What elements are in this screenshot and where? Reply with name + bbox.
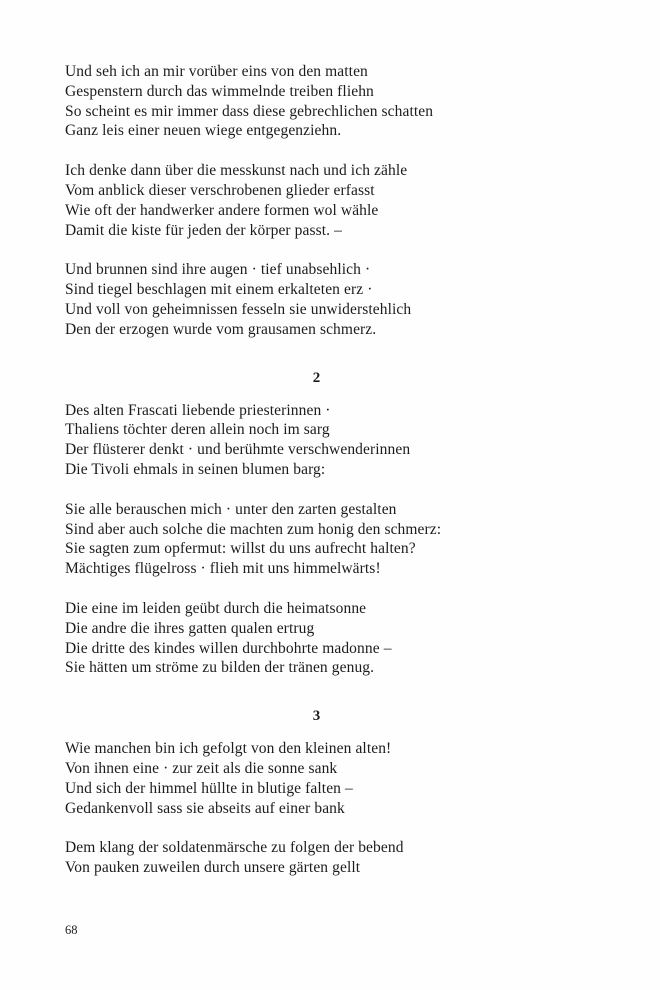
poem-line: Die eine im leiden geübt durch die heimatsonne — [65, 599, 367, 617]
poem-line: Dem klang der soldatenmärsche zu folgen der bebend — [65, 839, 404, 857]
poem-line: Wie manchen bin ich gefolgt von den kleinen alten! — [65, 740, 392, 758]
poem-line: Mächtiges flügelross · flieh mit uns himmelwärts! — [65, 560, 381, 578]
poem-line: Von ihnen eine · zur zeit als die sonne sank — [65, 759, 338, 777]
page-number: 68 — [65, 923, 78, 937]
poem-line: Ich denke dann über die messkunst nach und ich zähle — [65, 162, 408, 180]
poem-line: Die Tivoli ehmals in seinen blumen barg: — [65, 460, 326, 478]
stanza — [65, 500, 568, 579]
poem-line: Ganz leis einer neuen wiege entgegenziehn. — [65, 122, 342, 140]
poem-line: Den der erzogen wurde vom grausamen schmerz. — [65, 320, 377, 338]
poem-line: Des alten Frascati liebende priesterinnen · — [65, 401, 331, 419]
poem-line: Die dritte des kindes willen durchbohrte madonne – — [65, 639, 392, 657]
stanza — [65, 599, 568, 678]
poem-line: Thaliens töchter deren allein noch im sarg — [65, 421, 330, 439]
poem-line: Sie alle berauschen mich · unter den zarten gestalten — [65, 500, 397, 518]
poem-line: Die andre die ihres gatten qualen ertrug — [65, 619, 315, 637]
poem-line: Gespenstern durch das wimmelnde treiben fliehn — [65, 82, 374, 100]
poem-line: So scheint es mir immer dass diese gebrechlichen schatten — [65, 102, 434, 120]
poem-line: Der flüsterer denkt · und berühmte verschwenderinnen — [65, 441, 411, 459]
section-number: 2 — [312, 369, 321, 386]
stanza — [65, 838, 568, 878]
poem-line: Sind aber auch solche die machten zum honig den schmerz: — [65, 520, 442, 538]
poem-line: Und seh ich an mir vorüber eins von den matten — [65, 63, 368, 80]
stanza — [65, 62, 568, 141]
stanza — [65, 260, 568, 339]
poem-line: Und brunnen sind ihre augen · tief unabsehlich · — [65, 261, 371, 279]
section-number: 3 — [312, 708, 321, 725]
poem-line: Und sich der himmel hüllte in blutige falten – — [65, 779, 353, 797]
poem-line: Sind tiegel beschlagen mit einem erkalteten erz · — [65, 281, 373, 299]
poem-line: Vom anblick dieser verschrobenen glieder erfasst — [65, 181, 375, 199]
poem-line: Gedankenvoll sass sie abseits auf einer bank — [65, 799, 345, 817]
poem-line: Sie hätten um ströme zu bilden der tränen genug. — [65, 659, 375, 677]
poem-line: Wie oft der handwerker andere formen wol wähle — [65, 201, 379, 219]
stanza — [65, 401, 568, 480]
poem-line: Von pauken zuweilen durch unsere gärten gellt — [65, 859, 361, 877]
stanza — [65, 161, 568, 240]
stanza — [65, 739, 568, 818]
poem-line: Damit die kiste für jeden der körper passt. – — [65, 221, 342, 239]
poem-line: Sie sagten zum opfermut: willst du uns aufrecht halten? — [65, 540, 416, 558]
poem-line: Und voll von geheimnissen fesseln sie unwiderstehlich — [65, 300, 412, 318]
